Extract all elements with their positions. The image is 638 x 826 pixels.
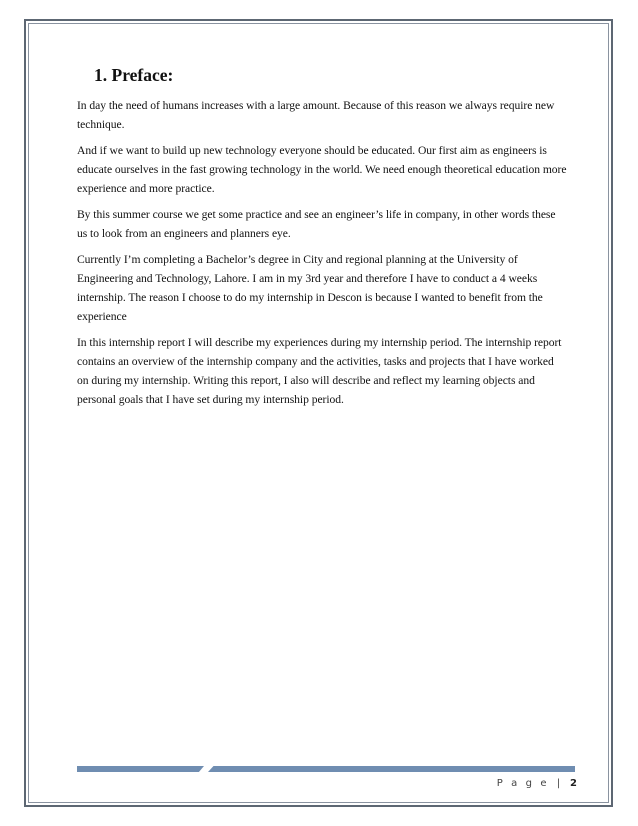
paragraph-2: And if we want to build up new technology everyone should be educated. Our first aim as engineers is educate ourselves in the fast growing technology in the world. We need enough theoretical education more experience and more practice. (77, 144, 567, 195)
page-content (77, 64, 567, 416)
page-separator: | (556, 778, 561, 789)
paragraph-1: In day the need of humans increases with a large amount. Because of this reason we always require new technique. (77, 99, 555, 131)
page-number-footer (497, 778, 577, 789)
paragraph-4: Currently I’m completing a Bachelor’s degree in City and regional planning at the University of Engineering and Technology, Lahore. I am in my 3rd year and therefore I have to conduct a 4 weeks internship. The reason I choose to do my internship in Descon is because I wanted to benefit from the experience (77, 253, 543, 323)
section-heading: 1. Preface: (94, 65, 174, 85)
page-label: P a g e (496, 778, 550, 789)
footer-bar-right (208, 766, 575, 772)
paragraph-5: In this internship report I will describe my experiences during my internship period. The internship report contains an overview of the internship company and the activities, tasks and projects that I have worked on during my internship. Writing this report, I also will describe and reflect my learning objects and personal goals that I have set during my internship period. (77, 336, 562, 406)
paragraph-3: By this summer course we get some practice and see an engineer’s life in company, in other words these us to look from an engineers and planners eye. (77, 208, 556, 240)
page-number: 2 (570, 778, 577, 789)
footer-bar-left (77, 766, 204, 772)
